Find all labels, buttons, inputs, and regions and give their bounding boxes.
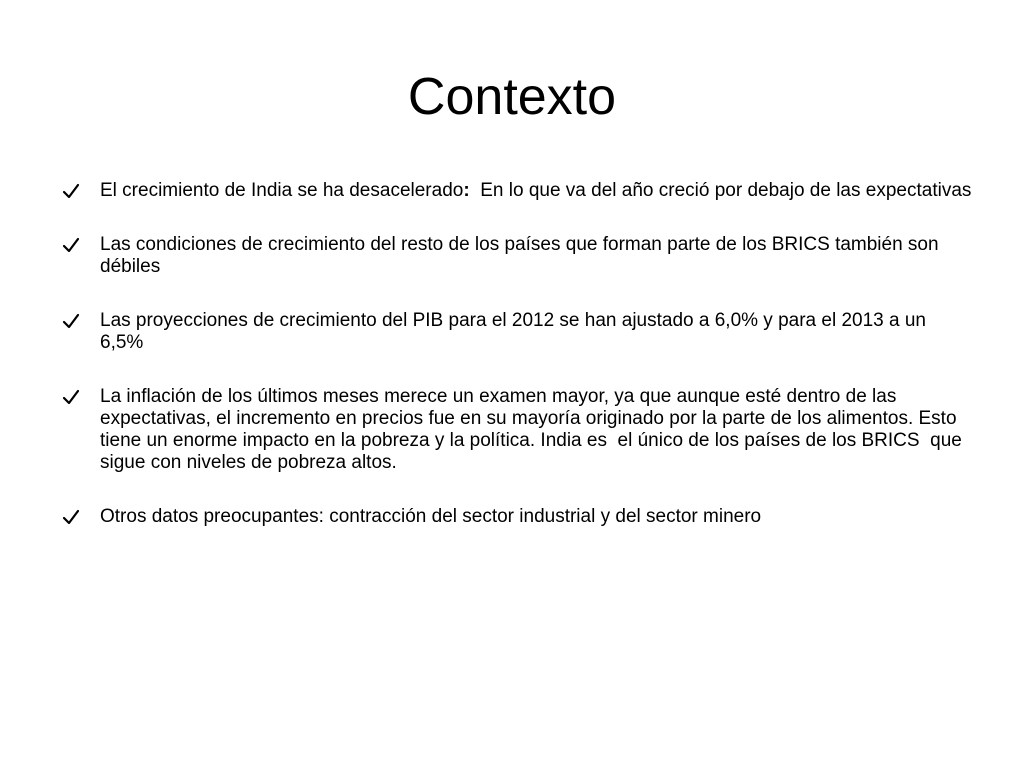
bullet-item (62, 506, 972, 528)
bullet-text: Las condiciones de crecimiento del resto de los países que forman parte de los BRICS también son débiles (100, 234, 939, 277)
bullet-text: El crecimiento de India se ha desacelerado: En lo que va del año creció por debajo de las expectativas (100, 180, 972, 201)
checkmark-icon (62, 312, 80, 330)
slide-title: Contexto (407, 68, 617, 126)
bullet-item (62, 386, 972, 474)
bullet-list (62, 180, 972, 528)
checkmark-icon (62, 182, 80, 200)
bullet-item (62, 180, 972, 202)
checkmark-icon (62, 236, 80, 254)
bullet-text: Las proyecciones de crecimiento del PIB para el 2012 se han ajustado a 6,0% y para el 2013 a un 6,5% (100, 310, 926, 353)
checkmark-icon (62, 388, 80, 406)
bullet-item (62, 310, 972, 354)
bullet-item (62, 234, 972, 278)
bullet-text: Otros datos preocupantes: contracción del sector industrial y del sector minero (100, 506, 762, 527)
bullet-text: La inflación de los últimos meses merece un examen mayor, ya que aunque esté dentro de las expectativas, el incremento en precios fue en su mayoría originado por la parte de los alimentos. Esto tiene un enorme impacto en la pobreza y la política. India es el único de los países de los BRICS que sigue con niveles de pobreza altos. (100, 386, 968, 473)
checkmark-icon (62, 508, 80, 526)
